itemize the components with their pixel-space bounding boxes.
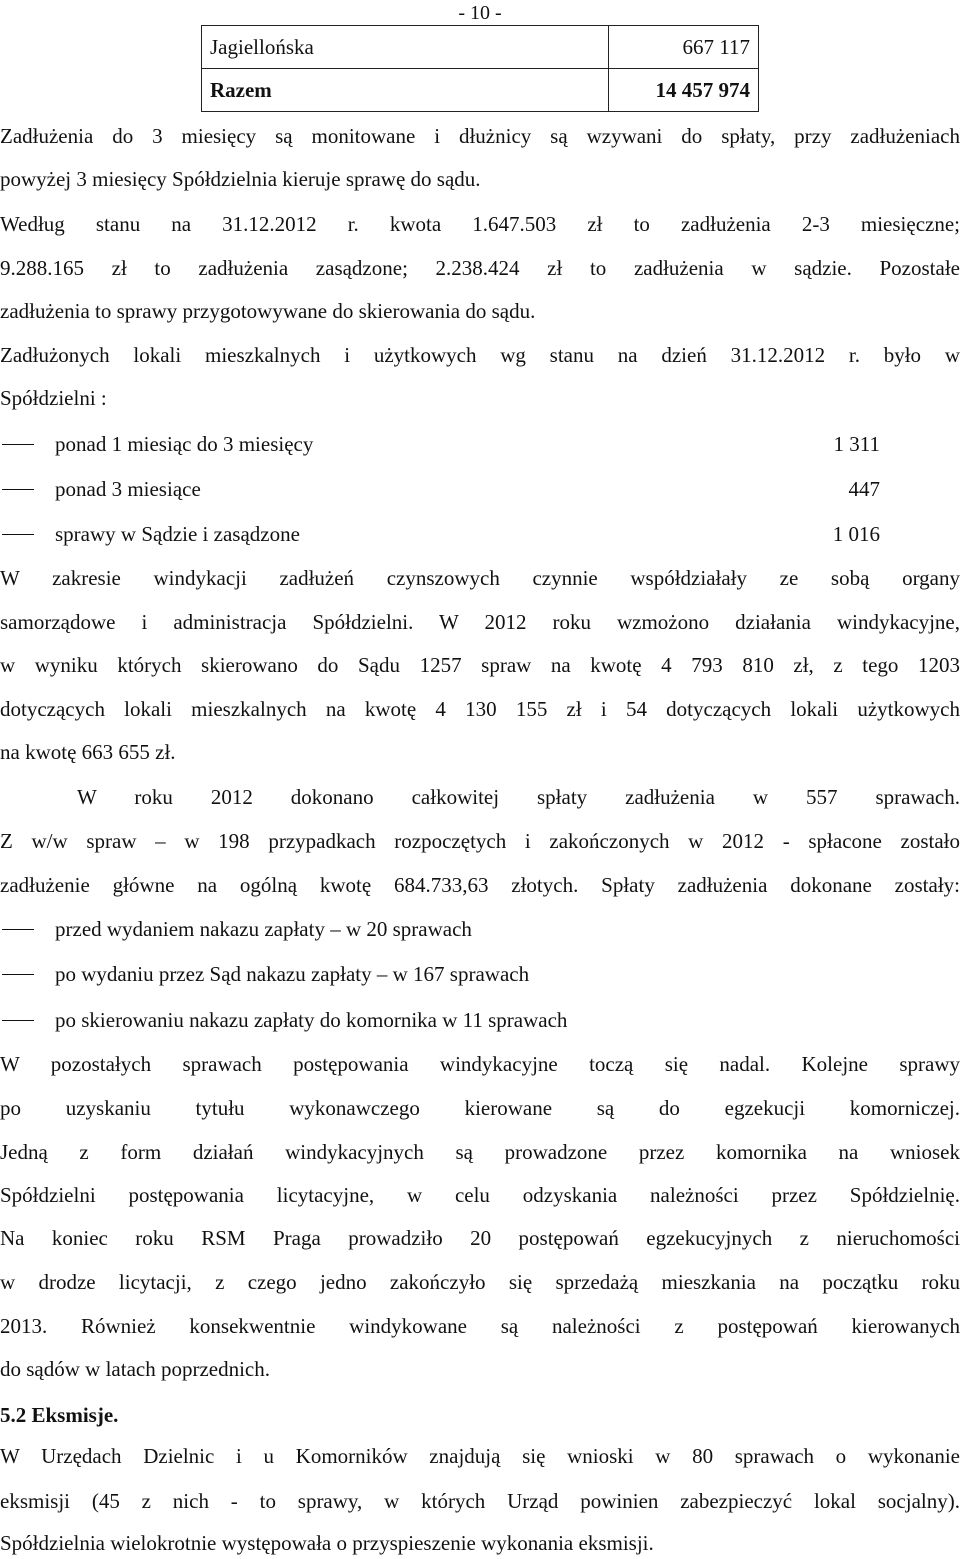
dash-bullet-icon [2, 534, 34, 535]
paragraph-line: po uzyskaniu tytułu wykonawczego kierowane są do egzekucji komorniczej. [0, 1096, 960, 1120]
paragraph-line: Spółdzielnia wielokrotnie występowała o przyspieszenie wykonania eksmisji. [0, 1531, 654, 1555]
paragraph-line: Spółdzielni : [0, 386, 107, 410]
list-item-value: 447 [848, 477, 880, 501]
list-item [0, 914, 880, 944]
paragraph-line: 2013. Również konsekwentnie windykowane są należności z postępowań kierowanych [0, 1314, 960, 1338]
list-item [0, 1005, 880, 1035]
list-item-value: 1 311 [833, 432, 880, 456]
list-item-label: ponad 3 miesiące [55, 477, 201, 501]
paragraph-line: 9.288.165 zł to zadłużenia zasądzone; 2.238.424 zł to zadłużenia w sądzie. Pozostałe [0, 256, 960, 280]
paragraph-line: powyżej 3 miesięcy Spółdzielnia kieruje sprawę do sądu. [0, 167, 481, 191]
section-heading: 5.2 Eksmisje. [0, 1403, 119, 1427]
paragraph-line: samorządowe i administracja Spółdzielni. W 2012 roku wzmożono działania windykacyjne, [0, 610, 960, 634]
paragraph-line: Spółdzielni postępowania licytacyjne, w celu odzyskania należności przez Spółdzielnię. [0, 1183, 960, 1207]
paragraph-line: do sądów w latach poprzednich. [0, 1357, 270, 1381]
paragraph-line: eksmisji (45 z nich - to sprawy, w których Urząd powinien zabezpieczyć lokal socjalny). [0, 1489, 960, 1513]
list-item-label: przed wydaniem nakazu zapłaty – w 20 sprawach [55, 917, 472, 941]
paragraph-line: w drodze licytacji, z czego jedno zakończyło się sprzedażą mieszkania na początku roku [0, 1270, 960, 1294]
paragraph-line: W pozostałych sprawach postępowania windykacyjne toczą się nadal. Kolejne sprawy [0, 1052, 960, 1076]
list-item-label: ponad 1 miesiąc do 3 miesięcy [55, 432, 314, 456]
dash-bullet-icon [2, 489, 34, 490]
list-item-label: po wydaniu przez Sąd nakazu zapłaty – w 167 sprawach [55, 962, 530, 986]
list-item [0, 519, 880, 549]
dash-bullet-icon [2, 974, 34, 975]
list-item-value: 1 016 [832, 522, 880, 546]
paragraph-line: zadłużenia to sprawy przygotowywane do skierowania do sądu. [0, 299, 536, 323]
paragraph-line: Według stanu na 31.12.2012 r. kwota 1.647.503 zł to zadłużenia 2-3 miesięczne; [0, 212, 960, 236]
table-cell-value: 14 457 974 [609, 69, 759, 112]
page-number: - 10 - [458, 2, 502, 24]
paragraph-line: Z w/w spraw – w 198 przypadkach rozpoczętych i zakończonych w 2012 - spłacone zostało [0, 829, 960, 853]
paragraph-line: na kwotę 663 655 zł. [0, 740, 176, 764]
table-cell-name: Jagiellońska [202, 26, 609, 69]
summary-table [201, 25, 759, 112]
paragraph-line: Jedną z form działań windykacyjnych są prowadzone przez komornika na wniosek [0, 1140, 960, 1164]
list-item [0, 429, 880, 459]
dash-bullet-icon [2, 929, 34, 930]
list-item-label: sprawy w Sądzie i zasądzone [55, 522, 300, 546]
dash-bullet-icon [2, 1020, 34, 1021]
table-cell-name: Razem [202, 69, 609, 112]
paragraph-line: Zadłużenia do 3 miesięcy są monitowane i dłużnicy są wzywani do spłaty, przy zadłużeniach [0, 124, 960, 148]
paragraph-line: W zakresie windykacji zadłużeń czynszowych czynnie współdziałały ze sobą organy [0, 566, 960, 590]
list-item-label: po skierowaniu nakazu zapłaty do komornika w 11 sprawach [55, 1008, 568, 1032]
table-cell-value: 667 117 [609, 26, 759, 69]
paragraph-line: zadłużenie główne na ogólną kwotę 684.733,63 złotych. Spłaty zadłużenia dokonane zostały: [0, 873, 960, 897]
table-row [202, 26, 759, 69]
paragraph-line: W roku 2012 dokonano całkowitej spłaty zadłużenia w 557 sprawach. [77, 785, 960, 809]
paragraph-line: dotyczących lokali mieszkalnych na kwotę 4 130 155 zł i 54 dotyczących lokali użytkowych [0, 697, 960, 721]
paragraph-line: Na koniec roku RSM Praga prowadziło 20 postępowań egzekucyjnych z nieruchomości [0, 1226, 960, 1250]
list-item [0, 474, 880, 504]
dash-bullet-icon [2, 444, 34, 445]
paragraph-line: w wyniku których skierowano do Sądu 1257 spraw na kwotę 4 793 810 zł, z tego 1203 [0, 653, 960, 677]
paragraph-line: W Urzędach Dzielnic i u Komorników znajdują się wnioski w 80 sprawach o wykonanie [0, 1444, 960, 1468]
paragraph-line: Zadłużonych lokali mieszkalnych i użytkowych wg stanu na dzień 31.12.2012 r. było w [0, 343, 960, 367]
table-row-total [202, 69, 759, 112]
list-item [0, 959, 880, 989]
